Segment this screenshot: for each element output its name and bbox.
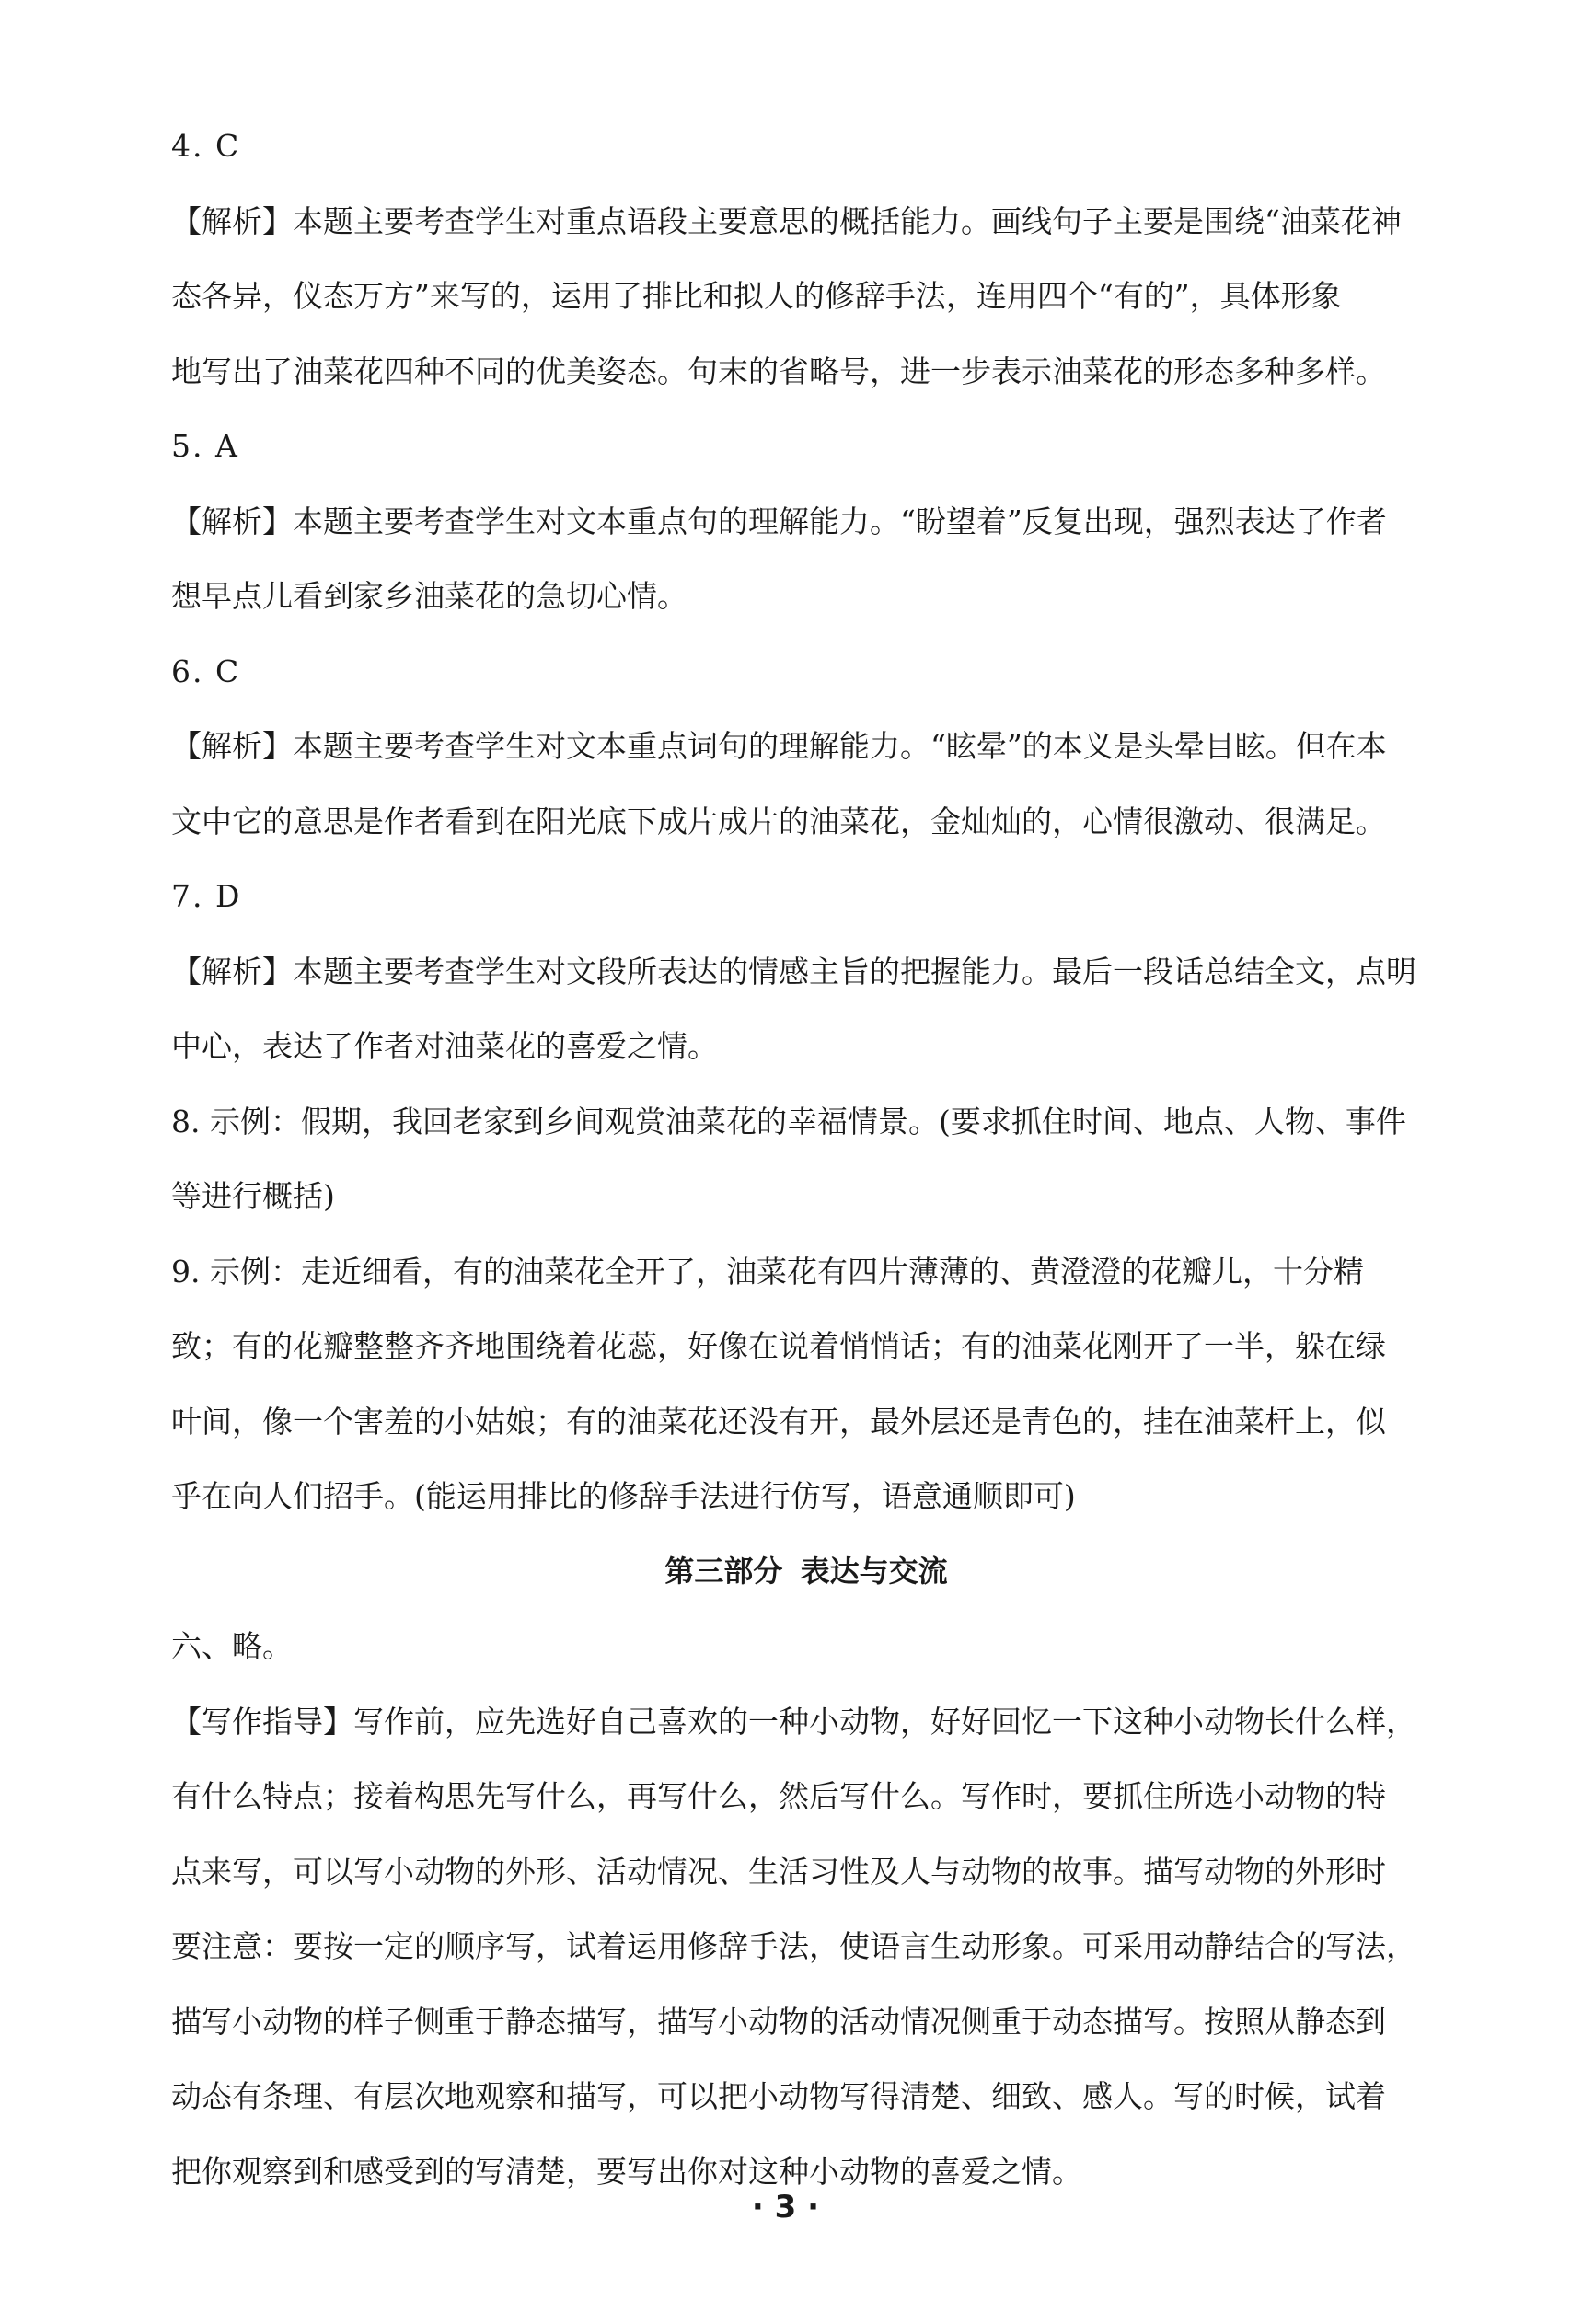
page-number: · 3 · xyxy=(751,2189,820,2226)
analysis-4-line-1: 【解析】本题主要考查学生对重点语段主要意思的概括能力。画线句子主要是围绕“油菜花神 xyxy=(171,202,1402,239)
analysis-7-line-1: 【解析】本题主要考查学生对文段所表达的情感主旨的把握能力。最后一段话总结全文，点明 xyxy=(171,953,1416,989)
writing-guide xyxy=(171,1684,1441,2210)
item-7 xyxy=(171,859,1441,1084)
analysis-6-line-2: 文中它的意思是作者看到在阳光底下成片成片的油菜花，金灿灿的，心情很激动、很满足。 xyxy=(171,803,1386,839)
analysis-5-line-1: 【解析】本题主要考查学生对文本重点句的理解能力。“盼望着”反复出现，强烈表达了作者 xyxy=(171,503,1387,539)
item-5 xyxy=(171,409,1441,634)
writing-guide-line-5: 描写小动物的样子侧重于静态描写，描写小动物的活动情况侧重于动态描写。按照从静态到 xyxy=(171,2003,1386,2040)
analysis-7-line-2: 中心，表达了作者对油菜花的喜爱之情。 xyxy=(171,1028,718,1064)
item-6 xyxy=(171,634,1441,860)
analysis-6-line-1: 【解析】本题主要考查学生对文本重点词句的理解能力。“眩晕”的本义是头晕目眩。但在本 xyxy=(171,728,1387,764)
answer-9-line-4: 乎在向人们招手。(能运用排比的修辞手法进行仿写，语意通顺即可) xyxy=(171,1478,1076,1514)
writing-guide-line-7: 把你观察到和感受到的写清楚，要写出你对这种小动物的喜爱之情。 xyxy=(171,2153,1082,2190)
answer-8-line-2: 等进行概括) xyxy=(171,1178,335,1214)
answer-9-line-3: 叶间，像一个害羞的小姑娘；有的油菜花还没有开，最外层还是青色的，挂在油菜杆上，似 xyxy=(171,1403,1386,1439)
analysis-4-line-2: 态各异，仪态万方”来写的，运用了排比和拟人的修辞手法，连用四个“有的”，具体形象 xyxy=(171,278,1342,314)
writing-guide-line-2: 有什么特点；接着构思先写什么，再写什么，然后写什么。写作时，要抓住所选小动物的特 xyxy=(171,1778,1386,1814)
item-9 xyxy=(171,1234,1441,1534)
answer-9-line-2: 致；有的花瓣整整齐齐地围绕着花蕊，好像在说着悄悄话；有的油菜花刚开了一半，躲在绿 xyxy=(171,1328,1386,1364)
answer-5: 5. A xyxy=(171,428,239,464)
writing-guide-line-4: 要注意：要按一定的顺序写，试着运用修辞手法，使语言生动形象。可采用动静结合的写法， xyxy=(171,1928,1416,1964)
answer-7: 7. D xyxy=(171,878,242,914)
answer-8-line-1: 8. 示例：假期，我回老家到乡间观赏油菜花的幸福情景。(要求抓住时间、地点、人物、事件 xyxy=(171,1103,1406,1139)
writing-guide-line-6: 动态有条理、有层次地观察和描写，可以把小动物写得清楚、细致、感人。写的时候，试着 xyxy=(171,2078,1386,2114)
analysis-5-line-2: 想早点儿看到家乡油菜花的急切心情。 xyxy=(171,578,687,614)
item-8 xyxy=(171,1084,1441,1234)
answer-6: 6. C xyxy=(171,653,241,689)
answer-key-page xyxy=(171,109,1441,2209)
section-title: 第三部分 表达与交流 xyxy=(664,1553,948,1589)
answer-4: 4. C xyxy=(171,128,241,164)
item-4 xyxy=(171,109,1441,409)
analysis-4-line-3: 地写出了油菜花四种不同的优美姿态。句末的省略号，进一步表示油菜花的形态多种多样。 xyxy=(171,353,1386,389)
answer-6-essay: 六、略。 xyxy=(171,1628,293,1664)
writing-guide-line-1: 【写作指导】写作前，应先选好自己喜欢的一种小动物，好好回忆一下这种小动物长什么样， xyxy=(171,1703,1416,1740)
writing-guide-line-3: 点来写，可以写小动物的外形、活动情况、生活习性及人与动物的故事。描写动物的外形时 xyxy=(171,1853,1386,1890)
answer-9-line-1: 9. 示例：走近细看，有的油菜花全开了，油菜花有四片薄薄的、黄澄澄的花瓣儿，十分精 xyxy=(171,1253,1364,1289)
